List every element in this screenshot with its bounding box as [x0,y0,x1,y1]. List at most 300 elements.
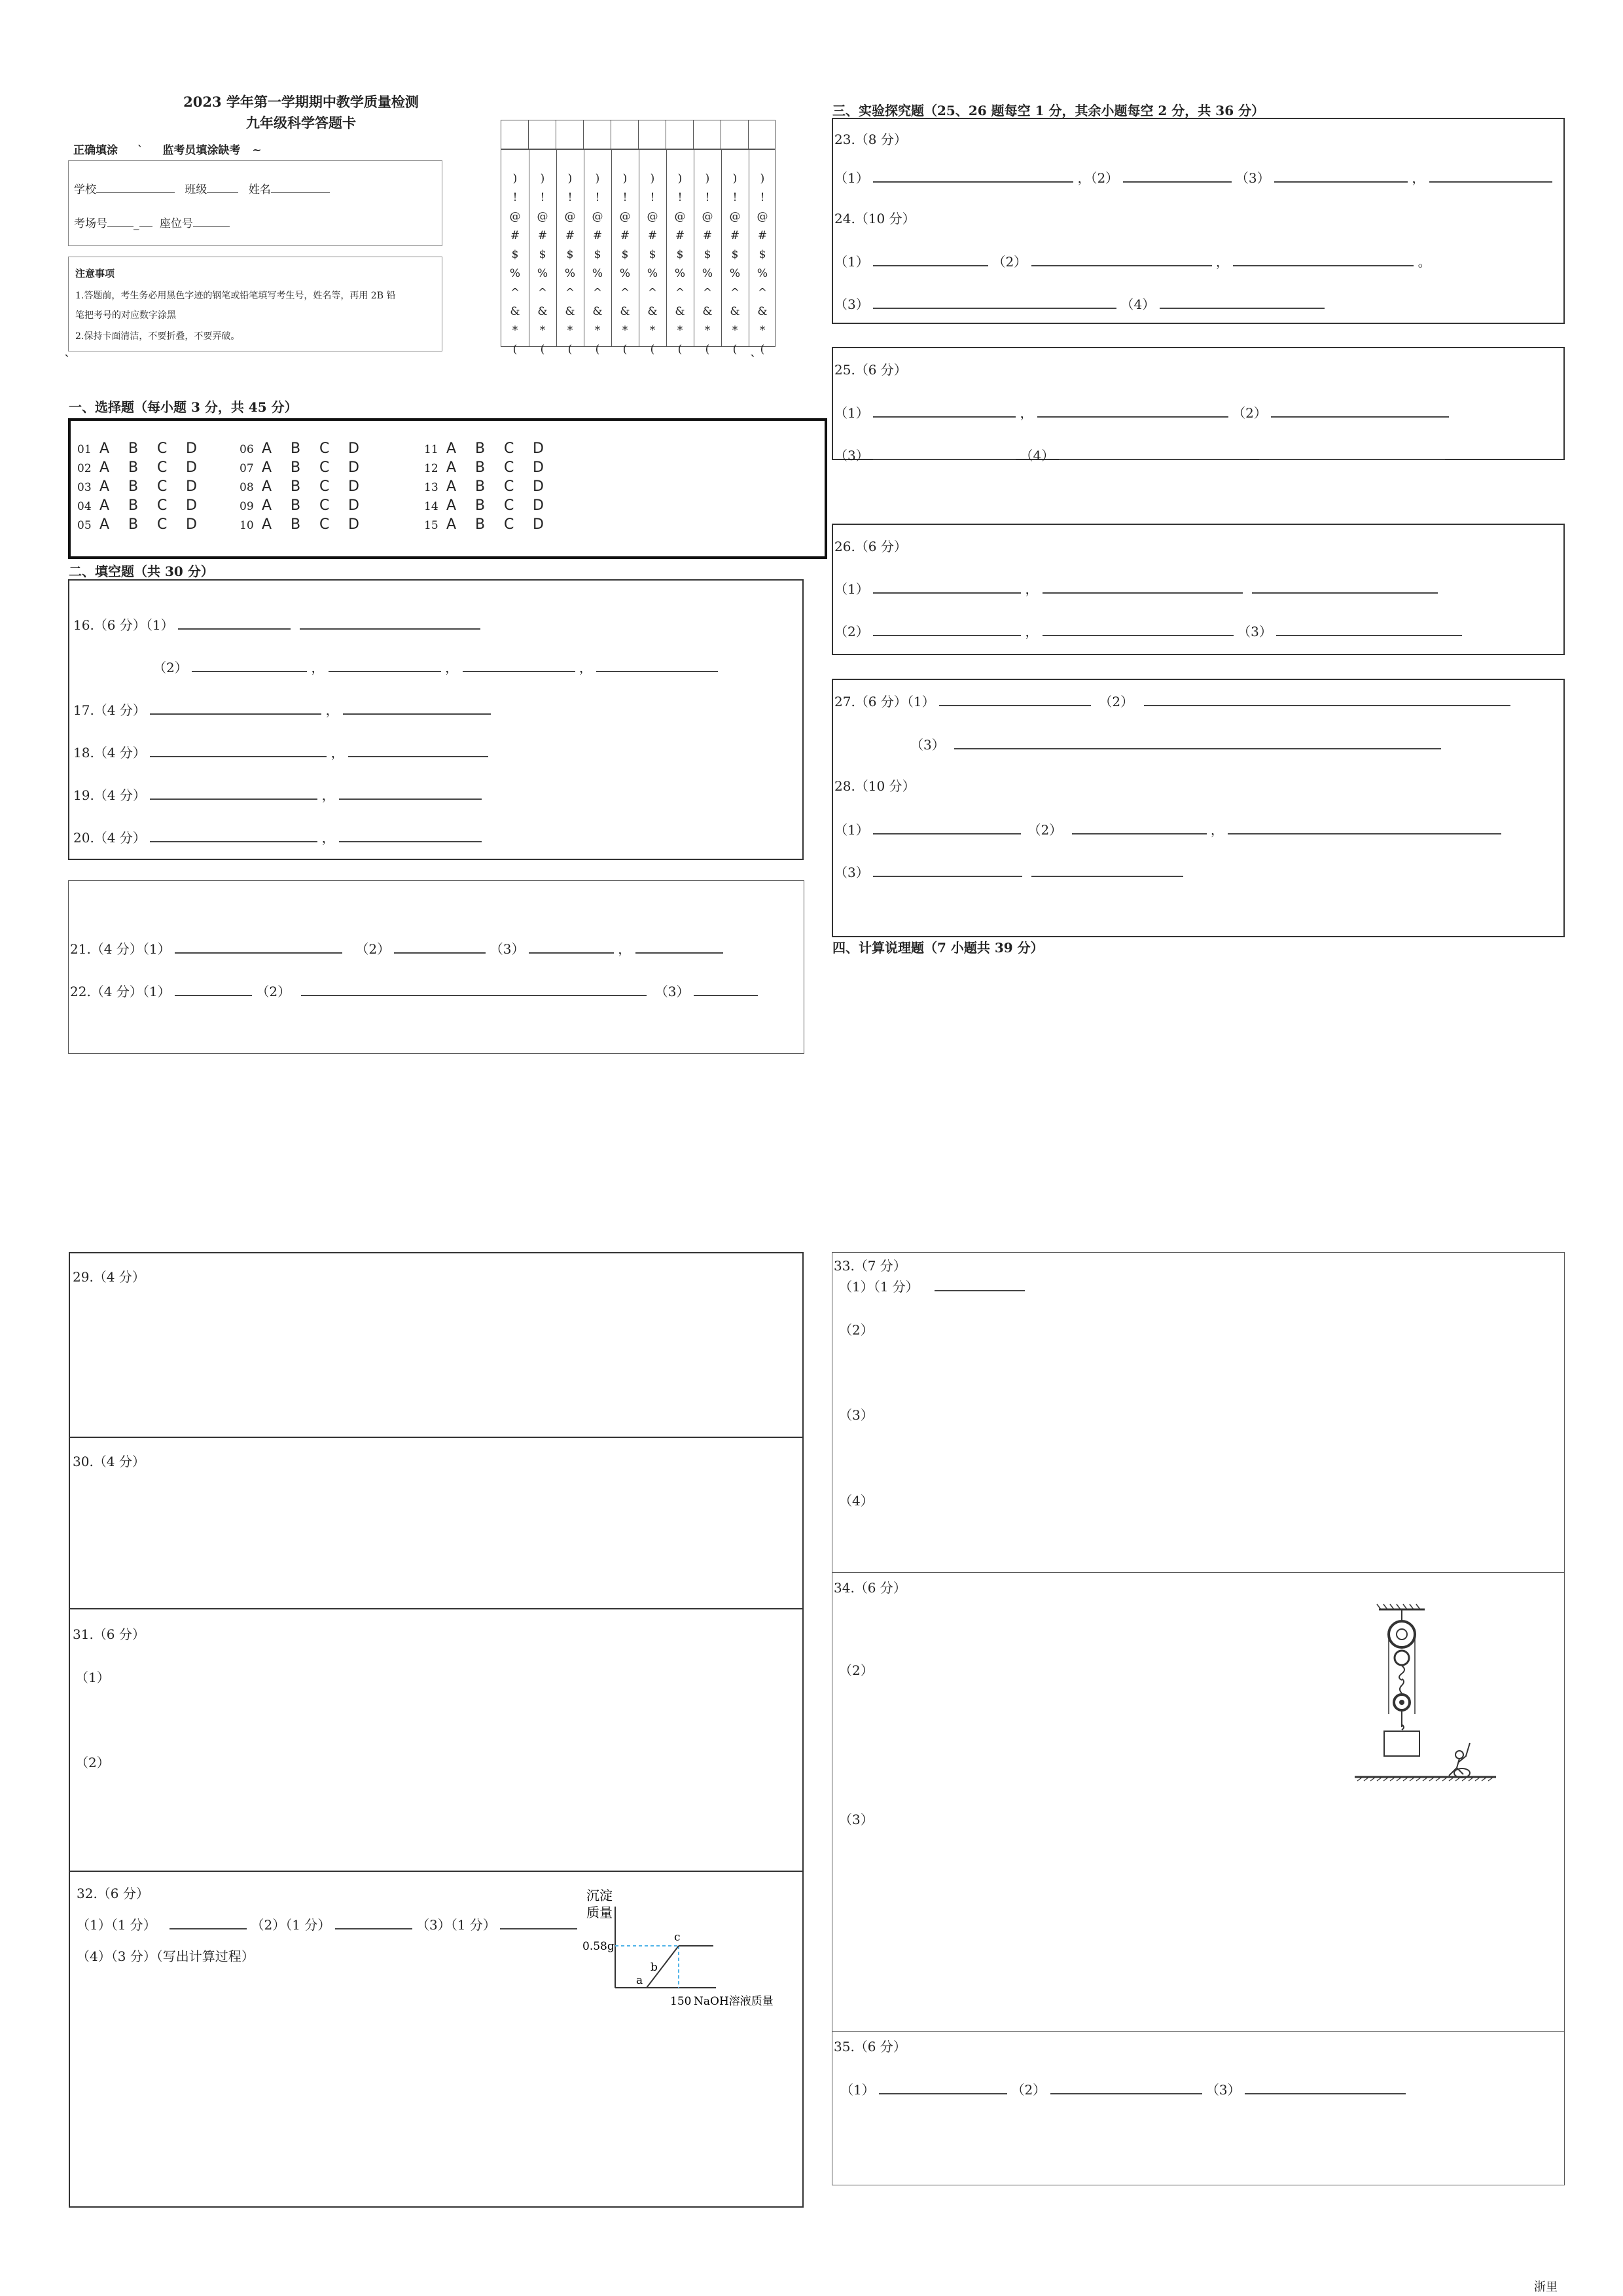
precipitate-chart [582,1888,774,2072]
q26-1-blank-a[interactable] [873,579,1021,594]
choice-option-bubble[interactable]: C [157,459,168,476]
q18-blank-a[interactable] [150,743,327,757]
choice-option-bubble[interactable]: A [262,459,272,476]
exam-digit-bubble[interactable]: @ [757,210,768,223]
exam-digit-bubble[interactable]: % [674,267,686,280]
exam-digit-bubble[interactable]: $ [511,248,519,261]
choice-option-bubble[interactable]: A [446,497,457,514]
exam-digit-bubble[interactable]: ! [760,191,765,204]
choice-option-bubble[interactable]: A [262,478,272,495]
choice-option-bubble[interactable]: C [504,478,514,495]
exam-digit-bubble[interactable]: ( [622,343,628,356]
exam-digit-bubble[interactable]: ) [650,172,655,185]
exam-digit-bubble[interactable]: & [757,305,768,318]
q27-1-blank[interactable] [939,692,1091,706]
exam-digit-bubble[interactable]: * [759,324,766,337]
exam-digit-bubble[interactable]: % [729,267,741,280]
q21-3-blank-b[interactable] [635,939,723,954]
exam-digit-bubble[interactable]: ) [732,172,738,185]
q27-2-blank[interactable] [1144,692,1510,706]
exam-digit-bubble[interactable]: & [702,305,713,318]
fill-correct-label: 正确填涂 [73,144,118,157]
exam-digit-bubble[interactable]: ^ [730,286,740,299]
q22-3-label: （3） [654,984,690,999]
q24-3-blank[interactable] [873,295,1116,309]
exam-digit-bubble[interactable]: $ [539,248,546,261]
part-4-label: （4） [1120,296,1156,312]
choice-option-bubble[interactable]: D [348,440,359,457]
choice-option-bubble[interactable]: C [157,478,168,495]
exam-digit-bubble[interactable]: $ [758,248,766,261]
q26-2-blank-b[interactable] [1043,622,1234,636]
q20-blank-a[interactable] [150,828,317,842]
exam-digit-bubble[interactable]: # [675,229,685,242]
exam-digit-bubble[interactable]: @ [592,210,603,223]
exam-digit-bubble[interactable]: ^ [565,286,575,299]
choice-number: 13 [424,481,438,494]
person-head [1455,1751,1463,1759]
exam-digit-bubble[interactable]: & [510,305,520,318]
comma: ， [1025,581,1039,597]
exam-digit-bubble[interactable]: # [620,229,630,242]
comma: ， [325,702,339,718]
q28-1-blank[interactable] [873,820,1021,834]
exam-digit-bubble[interactable]: ) [705,172,710,185]
q16-2-label: （2） [153,660,188,675]
q16-1-blank-a[interactable] [178,615,291,630]
q17-blank-a[interactable] [150,700,321,715]
choice-box [68,418,827,559]
exam-digit-bubble[interactable]: & [537,305,548,318]
q35-2-blank[interactable] [1050,2080,1202,2094]
exam-digit-bubble[interactable]: ( [677,343,683,356]
box-25 [832,347,1565,463]
exam-digit-bubble[interactable]: ! [567,191,573,204]
q24-1-blank[interactable] [873,252,988,266]
exam-digit-bubble[interactable]: % [647,267,658,280]
notes-title: 注意事项 [75,268,115,279]
q34-2-label: （2） [839,1662,874,1678]
q21-2-blank[interactable] [394,939,486,954]
choice-option-bubble[interactable]: A [446,440,457,457]
q16-2-blank-c[interactable] [463,658,575,672]
part-1-label: （1） [834,581,869,597]
comma: ， [321,830,335,846]
choice-option-bubble[interactable]: C [504,459,514,476]
part-2-label: （2） [1099,694,1134,709]
exam-digit-bubble[interactable]: $ [649,248,656,261]
exam-digit-bubble[interactable]: ! [595,191,600,204]
exam-digit-bubble[interactable]: % [619,267,631,280]
exam-digit-bubble[interactable]: ) [567,172,573,185]
exam-digit-bubble[interactable]: * [704,324,711,337]
room-field-tail [139,216,152,227]
q19-blank-b[interactable] [339,785,482,800]
exam-digit-bubble[interactable]: # [537,229,548,242]
exam-digit-bubble[interactable]: % [757,267,768,280]
q22-3-blank[interactable] [694,982,758,996]
choice-option-bubble[interactable]: B [291,459,301,476]
choice-option-bubble[interactable]: D [186,440,197,457]
q35-1-blank[interactable] [879,2080,1007,2094]
choice-option-bubble[interactable]: C [504,516,514,533]
exam-digit-bubble[interactable]: ! [732,191,738,204]
q32-2-blank[interactable] [335,1915,412,1929]
exam-digit-bubble[interactable]: @ [564,210,576,223]
choice-row [77,516,215,533]
choice-option-bubble[interactable]: D [348,516,359,533]
load-block [1384,1731,1419,1756]
q33-2-label: （2） [839,1322,874,1338]
q25-1-blank-a[interactable] [873,403,1016,418]
exam-digit-bubble[interactable]: ) [540,172,545,185]
exam-digit-bubble[interactable]: ^ [647,286,658,299]
exam-digit-bubble[interactable]: & [592,305,603,318]
q24-4-blank[interactable] [1160,295,1325,309]
exam-digit-bubble[interactable]: * [622,324,628,337]
exam-digit-bubble[interactable]: # [757,229,768,242]
class-field[interactable] [207,182,238,193]
proctor-mark[interactable]: ~ [252,144,262,157]
q16-2-blank-b[interactable] [329,658,441,672]
exam-digit-bubble[interactable]: ! [705,191,710,204]
class-label: 班级 [185,183,207,196]
grid-divider [666,150,667,346]
exam-digit-bubble[interactable]: @ [702,210,713,223]
q17-label: 17.（4 分） [73,702,146,718]
choice-option-bubble[interactable]: B [475,516,486,533]
choice-option-bubble[interactable]: C [319,516,330,533]
exam-digit-bubble[interactable]: & [730,305,740,318]
q21-3-blank-a[interactable] [529,939,614,954]
proctor-label: 监考员填涂缺考 [162,144,241,157]
choice-row [240,459,377,476]
q32-1-blank[interactable] [169,1915,247,1929]
q28-2-blank-a[interactable] [1072,820,1207,834]
q23-1-blank[interactable] [873,168,1073,183]
q27-label: 27.（6 分）（1） [834,694,935,709]
q32-3-blank[interactable] [500,1915,577,1929]
exam-digit-bubble[interactable]: ( [650,343,655,356]
choice-option-bubble[interactable]: D [533,497,544,514]
q27-3-blank[interactable] [954,735,1441,749]
choice-option-bubble[interactable]: D [348,478,359,495]
q25-3-blank[interactable] [873,446,1016,460]
choice-option-bubble[interactable]: A [262,440,272,457]
notes-line-1: 1.答题前，考生务必用黑色字迹的钢笔或铅笔填写考生号，姓名等，再用 2B 铅 [75,291,396,301]
q28-3-blank-a[interactable] [873,863,1022,877]
choice-number: 05 [77,519,92,532]
exam-digit-bubble[interactable]: % [509,267,521,280]
room-mark: _ [134,217,139,230]
exam-digit-bubble[interactable]: ( [512,343,518,356]
exam-digit-bubble[interactable]: & [675,305,685,318]
exam-digit-bubble[interactable]: # [702,229,713,242]
choice-option-bubble[interactable]: C [319,497,330,514]
q16-1-blank-b[interactable] [300,615,480,630]
exam-digit-bubble[interactable]: ^ [675,286,685,299]
exam-number-column [584,170,611,359]
movable-pulley-axle [1399,1700,1404,1705]
choice-option-bubble[interactable]: B [475,459,486,476]
q22-1-blank[interactable] [175,982,252,996]
fill-legend [73,141,262,157]
fixed-pulley-axle [1397,1629,1407,1640]
exam-digit-bubble[interactable]: $ [704,248,711,261]
q26-1-blank-c[interactable] [1252,579,1438,594]
exam-digit-bubble[interactable]: ^ [537,286,548,299]
exam-digit-bubble[interactable]: * [539,324,546,337]
q25-2-blank[interactable] [1271,403,1449,418]
choice-option-bubble[interactable]: B [475,478,486,495]
q23-3-blank-a[interactable] [1274,168,1408,183]
exam-digit-bubble[interactable]: ^ [592,286,603,299]
choice-option-bubble[interactable]: A [262,516,272,533]
exam-digit-bubble[interactable]: @ [729,210,741,223]
exam-digit-bubble[interactable]: ! [540,191,545,204]
choice-row [240,516,377,533]
exam-digit-bubble[interactable]: * [594,324,601,337]
exam-digit-bubble[interactable]: ( [732,343,738,356]
q35-label: 35.（6 分） [834,2039,906,2054]
exam-digit-bubble[interactable]: $ [731,248,739,261]
exam-number-column [529,170,556,359]
exam-digit-bubble[interactable]: $ [676,248,684,261]
choice-option-bubble[interactable]: D [533,516,544,533]
q25-4-blank-b[interactable] [1259,446,1445,460]
school-field[interactable] [96,182,175,193]
exam-digit-bubble[interactable]: ! [677,191,683,204]
q18-blank-b[interactable] [348,743,488,757]
q33-4-label: （4） [839,1493,874,1509]
exam-digit-bubble[interactable]: ) [595,172,600,185]
q29-answer-area[interactable] [70,1286,802,1433]
q34-3-label: （3） [839,1812,874,1827]
q32-3-label: （3）（1 分） [416,1917,496,1933]
exam-digit-bubble[interactable]: ! [622,191,628,204]
q17-blank-b[interactable] [343,700,491,715]
choice-option-bubble[interactable]: A [446,459,457,476]
choice-option-bubble[interactable]: C [157,497,168,514]
answer-card-title: 九年级科学答题卡 [246,115,356,131]
exam-title: 2023 学年第一学期期中教学质量检测 [183,94,419,110]
exam-digit-bubble[interactable]: # [647,229,658,242]
q23-3-blank-b[interactable] [1429,168,1552,183]
exam-digit-bubble[interactable]: # [592,229,603,242]
exam-digit-bubble[interactable]: & [565,305,575,318]
choice-option-bubble[interactable]: C [504,440,514,457]
answer-column-right [832,1252,1565,2185]
q33-1-blank[interactable] [935,1277,1025,1291]
exam-digit-bubble[interactable]: ( [595,343,600,356]
exam-digit-bubble[interactable]: % [592,267,603,280]
choice-option-bubble[interactable]: D [533,459,544,476]
choice-option-bubble[interactable]: A [99,440,110,457]
name-field[interactable] [271,182,330,193]
choice-option-bubble[interactable]: B [291,516,301,533]
choice-option-bubble[interactable]: C [319,478,330,495]
q22-2-blank[interactable] [301,982,647,996]
choice-option-bubble[interactable]: B [291,440,301,457]
choice-option-bubble[interactable]: D [533,440,544,457]
q26-2-blank-a[interactable] [873,622,1021,636]
exam-digit-bubble[interactable]: ^ [620,286,630,299]
choice-option-bubble[interactable]: A [99,516,110,533]
part-3-label: （3） [1205,2082,1241,2098]
choice-option-bubble[interactable]: B [475,440,486,457]
choice-option-bubble[interactable]: D [186,478,197,495]
q16-2-blank-a[interactable] [192,658,307,672]
exam-digit-bubble[interactable]: @ [647,210,658,223]
exam-digit-bubble[interactable]: ( [705,343,710,356]
exam-digit-bubble[interactable]: ( [567,343,573,356]
choice-option-bubble[interactable]: A [262,497,272,514]
exam-digit-bubble[interactable]: ^ [757,286,768,299]
pulley-diagram [1349,1603,1507,1806]
exam-digit-bubble[interactable]: & [647,305,658,318]
exam-digit-bubble[interactable]: & [620,305,630,318]
choice-row [424,478,562,495]
exam-digit-bubble[interactable]: ) [677,172,683,185]
q25-1-blank-b[interactable] [1037,403,1228,418]
exam-digit-bubble[interactable]: ^ [510,286,520,299]
q21-2-label: （2） [355,941,391,957]
part-3-label: （3） [834,296,869,312]
exam-digit-bubble[interactable]: $ [621,248,629,261]
exam-digit-bubble[interactable]: * [677,324,683,337]
period: 。 [1418,254,1431,270]
exam-digit-bubble[interactable]: ! [512,191,518,204]
choice-number: 08 [240,481,254,494]
q35-3-blank[interactable] [1245,2080,1406,2094]
choice-option-bubble[interactable]: B [128,497,139,514]
q28-2-blank-b[interactable] [1228,820,1501,834]
choice-number: 03 [77,481,92,494]
choice-option-bubble[interactable]: C [157,516,168,533]
y-label-1: 沉淀 [586,1888,613,1903]
choice-option-bubble[interactable]: C [319,440,330,457]
choice-option-bubble[interactable]: D [348,459,359,476]
q24-2-blank-b[interactable] [1233,252,1414,266]
q32-4-label: （4）（3 分）（写出计算过程） [77,1948,255,1964]
q23-2-blank[interactable] [1123,168,1232,183]
q26-label: 26.（6 分） [834,539,907,554]
choice-option-bubble[interactable]: B [128,516,139,533]
q22-label: 22.（4 分）（1） [70,984,171,999]
exam-digit-bubble[interactable]: * [567,324,573,337]
exam-digit-bubble[interactable]: * [512,324,518,337]
q26-3-blank[interactable] [1276,622,1462,636]
exam-number-column [694,170,721,359]
student-info-box [68,160,442,246]
choice-option-bubble[interactable]: A [99,459,110,476]
exam-digit-bubble[interactable]: * [732,324,738,337]
choice-option-bubble[interactable]: C [504,497,514,514]
choice-option-bubble[interactable]: D [186,497,197,514]
choice-number: 01 [77,443,92,456]
exam-digit-bubble[interactable]: # [565,229,575,242]
room-field[interactable] [107,216,134,227]
seat-field[interactable] [193,216,230,227]
exam-digit-bubble[interactable]: @ [509,210,521,223]
q31-1-label: （1） [75,1670,110,1685]
choice-option-bubble[interactable]: D [533,478,544,495]
choice-option-bubble[interactable]: C [157,440,168,457]
choice-option-bubble[interactable]: B [128,459,139,476]
q21-1-blank[interactable] [175,939,342,954]
choice-row [77,440,215,457]
part-3-label: （3） [1238,624,1272,639]
exam-digit-bubble[interactable]: @ [537,210,548,223]
comma: ， [1412,170,1425,186]
exam-digit-bubble[interactable]: $ [594,248,601,261]
exam-digit-bubble[interactable]: ^ [702,286,713,299]
choice-number: 04 [77,500,92,513]
choice-option-bubble[interactable]: A [99,478,110,495]
section4-title: 四、计算说理题（7 小题共 39 分） [832,940,1044,956]
choice-option-bubble[interactable]: A [99,497,110,514]
exam-digit-bubble[interactable]: # [730,229,740,242]
choice-option-bubble[interactable]: B [291,497,301,514]
choice-option-bubble[interactable]: C [319,459,330,476]
exam-digit-bubble[interactable]: * [649,324,656,337]
q26-1-blank-b[interactable] [1043,579,1243,594]
part-2-label: （2） [834,624,869,639]
exam-digit-bubble[interactable]: ) [760,172,765,185]
exam-digit-bubble[interactable]: ( [540,343,545,356]
fill-box-21-22 [68,880,804,1054]
q30-answer-area[interactable] [70,1469,802,1604]
choice-option-bubble[interactable]: B [128,478,139,495]
box-26 [832,524,1565,655]
q22-2-label: （2） [256,984,291,999]
exam-digit-bubble[interactable]: @ [674,210,686,223]
exam-digit-bubble[interactable]: % [702,267,713,280]
choice-option-bubble[interactable]: A [446,478,457,495]
choice-option-bubble[interactable]: A [446,516,457,533]
choice-option-bubble[interactable]: B [128,440,139,457]
exam-digit-bubble[interactable]: % [564,267,576,280]
choice-number: 07 [240,462,254,475]
choice-option-bubble[interactable]: D [186,516,197,533]
choice-option-bubble[interactable]: B [291,478,301,495]
y-value-label: 0.58g [582,1940,615,1953]
q25-4-blank-a[interactable] [1059,446,1250,460]
choice-option-bubble[interactable]: B [475,497,486,514]
q21-label: 21.（4 分）（1） [70,941,171,957]
choice-option-bubble[interactable]: D [348,497,359,514]
exam-digit-bubble[interactable]: ( [760,343,765,356]
exam-digit-bubble[interactable]: # [510,229,520,242]
part-3-label: （3） [910,737,945,753]
choice-row [240,440,377,457]
q33-1-label: （1）（1 分） [839,1279,919,1295]
q20-blank-b[interactable] [339,828,482,842]
part-2-label: （2） [1090,170,1119,186]
q24-2-blank-a[interactable] [1031,252,1212,266]
q16-2-blank-d[interactable] [596,658,718,672]
part-3-label: （3） [834,865,869,880]
exam-digit-bubble[interactable]: % [537,267,548,280]
exam-digit-bubble[interactable]: ! [650,191,655,204]
q28-3-blank-b[interactable] [1031,863,1183,877]
exam-digit-bubble[interactable]: ) [512,172,518,185]
exam-digit-bubble[interactable]: @ [619,210,631,223]
exam-digit-bubble[interactable]: ) [622,172,628,185]
q19-blank-a[interactable] [150,785,317,800]
exam-digit-bubble[interactable]: $ [566,248,574,261]
choice-option-bubble[interactable]: D [186,459,197,476]
